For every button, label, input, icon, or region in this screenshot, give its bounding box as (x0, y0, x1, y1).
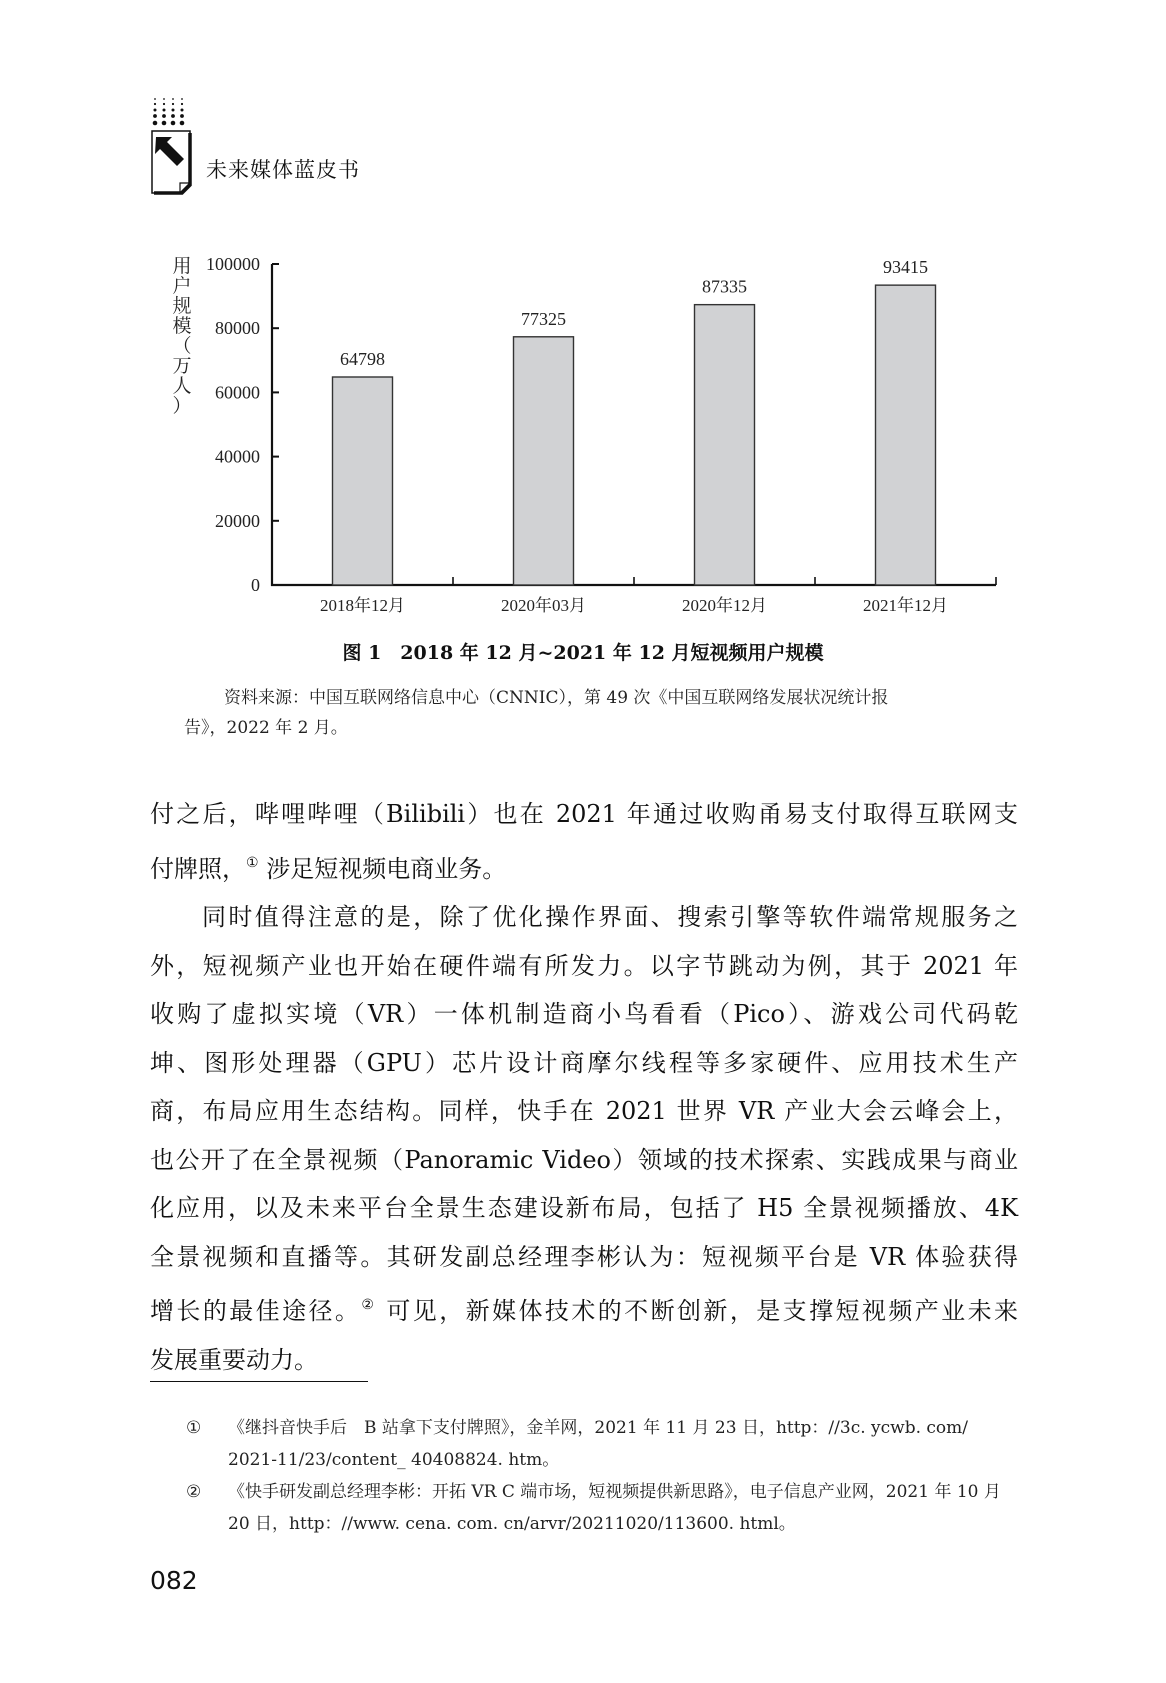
text-span: 涉足短视频电商业务。 (258, 854, 507, 883)
bar (333, 377, 393, 585)
bar-value-label: 93415 (883, 257, 928, 278)
y-tick-label: 80000 (215, 318, 260, 339)
bar (514, 337, 574, 585)
footnote-ref-1[interactable]: ① (246, 854, 259, 871)
footnote-number: ② (186, 1482, 202, 1502)
book-title: 未来媒体蓝皮书 (206, 158, 360, 182)
text-span: 增长的最佳途径。 (150, 1297, 362, 1325)
bar-value-label: 64798 (340, 348, 385, 369)
paragraph-2-line-9 (150, 1281, 1018, 1336)
footnote-2 (186, 1476, 1016, 1540)
text-span: 付牌照， (150, 854, 246, 883)
paragraph-2-line-6: 也公开了在全景视频（Panoramic Video）领域的技术探索、实践成果与商业 (150, 1145, 1018, 1174)
paragraph-2-line-7: 化应用，以及未来平台全景生态建设新布局，包括了 H5 全景视频播放、4K (150, 1194, 1018, 1222)
y-tick-label: 40000 (215, 446, 260, 467)
bar-value-label: 77325 (521, 308, 566, 329)
page-number: 082 (150, 1566, 198, 1595)
paragraph-2-line-2: 外，短视频产业也开始在硬件端有所发力。以字节跳动为例，其于 2021 年 (150, 951, 1018, 980)
paragraph-2-line-8: 全景视频和直播等。其研发副总经理李彬认为：短视频平台是 VR 体验获得 (150, 1242, 1018, 1271)
y-tick-label: 60000 (215, 382, 260, 403)
x-category-label: 2018年12月 (320, 596, 405, 615)
source-line-1: 资料来源：中国互联网络信息中心（CNNIC），第 49 次《中国互联网络发展状况统计报 (224, 688, 889, 708)
x-category-label: 2021年12月 (863, 596, 948, 615)
paragraph-2-line-5: 商，布局应用生态结构。同样，快手在 2021 世界 VR 产业大会云峰会上， (150, 1097, 1018, 1125)
y-axis-label-char: ） (172, 395, 192, 417)
body-text (150, 790, 1018, 1384)
y-axis-label-char: 模 (172, 315, 192, 337)
y-axis-label-char: （ (172, 335, 192, 357)
figure-caption: 图 1 2018 年 12 月~2021 年 12 月短视频用户规模 (342, 642, 824, 664)
y-axis-label-char: 规 (172, 295, 192, 317)
bar (876, 285, 936, 585)
y-axis-label-char: 人 (172, 375, 192, 397)
text-span: 可见，新媒体技术的不断创新，是支撑短视频产业未来 (376, 1297, 1019, 1325)
y-axis-label-char: 万 (172, 355, 192, 377)
footnote-1 (186, 1412, 1016, 1476)
footnote-text: 《继抖音快手后 B 站拿下支付牌照》，金羊网，2021 年 11 月 23 日，http：//3c. ycwb. com/ 2021-11/23/content_ 40408824. htm。 (228, 1418, 969, 1470)
y-axis-label (170, 256, 194, 416)
y-axis-label-char: 用 (172, 255, 192, 277)
figure-source (184, 683, 1004, 743)
paragraph-2-line-10: 发展重要动力。 (150, 1345, 318, 1374)
footnote-divider (150, 1381, 368, 1382)
paragraph-2-line-1: 同时值得注意的是，除了优化操作界面、搜索引擎等软件端常规服务之 (202, 903, 1018, 931)
paragraph-1-line-1: 付之后，哔哩哔哩（Bilibili）也在 2021 年通过收购甬易支付取得互联网支 (150, 800, 1018, 828)
source-line-2: 告》，2022 年 2 月。 (184, 718, 348, 738)
y-tick-label: 20000 (215, 510, 260, 531)
y-axis-label-char: 户 (172, 275, 192, 297)
bar-value-label: 87335 (702, 276, 747, 297)
footnote-number: ① (186, 1418, 202, 1438)
x-category-label: 2020年12月 (682, 596, 767, 615)
paragraph-2-line-4: 坤、图形处理器（GPU）芯片设计商摩尔线程等多家硬件、应用技术生产 (150, 1048, 1018, 1077)
footnote-ref-2[interactable]: ② (361, 1297, 377, 1313)
paragraph-1-line-2 (150, 839, 1018, 894)
footnote-text: 《快手研发副总经理李彬：开拓 VR C 端市场，短视频提供新思路》，电子信息产业网，2021 年 10 月 20 日，http：//www. cena. com. cn/arvr/20211020/113600. html。 (228, 1482, 1001, 1534)
x-category-label: 2020年03月 (501, 596, 586, 615)
y-tick-label: 100000 (206, 254, 260, 274)
paragraph-2-line-3: 收购了虚拟实境（VR）一体机制造商小鸟看看（Pico）、游戏公司代码乾 (150, 1000, 1018, 1028)
y-tick-label: 0 (251, 575, 260, 595)
footnotes (186, 1412, 1016, 1540)
bar (695, 305, 755, 585)
